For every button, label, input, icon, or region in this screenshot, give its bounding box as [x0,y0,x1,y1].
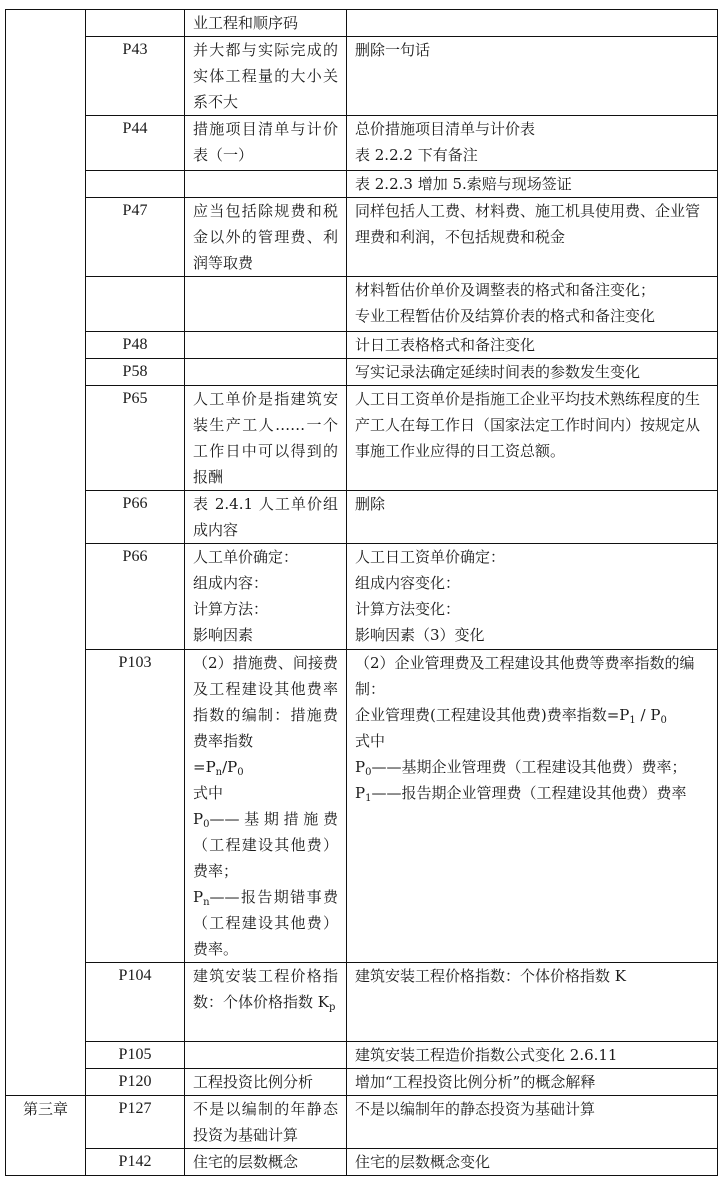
revised-text-line: 专业工程暂估价及结算价表的格式和备注变化 [355,307,656,325]
table-row [6,198,718,277]
revised-text-line: 建筑安装工程价格指数：个体价格指数 K [355,967,626,985]
revised-text-line: 不是以编制年的静态投资为基础计算 [355,1100,596,1118]
original-text-line: 并大都与实际完成的实体工程量的大小关系不大 [193,41,338,111]
revised-text-cell [347,10,718,37]
original-text-line: 计算方法： [193,600,269,618]
original-text-line: 人工单价确定： [193,548,299,566]
revised-text-cell [347,1042,718,1069]
original-text-line: 措施项目清单与计价表（一） [193,120,338,164]
revised-text-cell [347,544,718,650]
original-text-line: 组成内容： [193,574,269,592]
page-number-cell: P65 [86,386,185,491]
original-text-line: （2）措施费、间接费及工程建设其他费率指数的编制：措施费费率指数 [193,654,338,750]
original-text-cell [185,37,347,116]
revised-text-line: 建筑安装工程造价指数公式变化 2.6.11 [355,1046,618,1064]
revised-text-line: 人工日工资单价确定： [355,548,506,566]
revised-text-line: $P_0——$基期企业管理费（工程建设其他费）费率； [355,758,687,778]
page-number-cell: P105 [86,1042,185,1069]
revision-comparison-table [5,9,718,1176]
page-number-cell: P66 [86,491,185,544]
table-row [6,10,718,37]
table-row [6,277,718,332]
page-number-cell: P44 [86,116,185,171]
original-text-line: 工程投资比例分析 [193,1073,314,1091]
table-row [6,37,718,116]
original-text-line: 建筑安装工程价格指数：个体价格指数 $K_p$ [193,967,338,1013]
revised-text-line: 表 2.2.2 下有备注 [355,146,478,164]
revised-text-line: 增加“工程投资比例分析”的概念解释 [355,1073,596,1091]
original-text-line: 不是以编制的年静态投资为基础计算 [193,1100,338,1144]
revised-text-cell [347,116,718,171]
revised-text-line: 删除 [355,495,386,513]
original-text-cell [185,963,347,1042]
table-row [6,332,718,359]
original-text-cell [185,10,347,37]
revised-text-cell [347,277,718,332]
original-text-line: 式中 [193,784,224,802]
original-text-line: 住宅的层数概念 [193,1153,299,1171]
table-row [6,1096,718,1149]
original-text-cell [185,332,347,359]
revised-text-line: 计算方法变化： [355,600,461,618]
revised-text-line: 总价措施项目清单与计价表 [355,120,536,138]
original-text-line: 表 2.4.1 人工单价组成内容 [193,495,338,539]
revised-text-line: 写实记录法确定延续时间表的参数发生变化 [355,363,641,381]
page-number-cell: P120 [86,1069,185,1096]
table-row [6,1149,718,1176]
revised-text-cell [347,171,718,198]
revised-text-line: $P_1——$报告期企业管理费（工程建设其他费）费率 [355,784,687,804]
original-text-line: 人工单价是指建筑安装生产工人……一个工作日中可以得到的报酬 [193,390,338,486]
page-number-cell: P47 [86,198,185,277]
original-text-cell [185,544,347,650]
table-row [6,171,718,198]
original-text-cell [185,171,347,198]
original-text-line: $P_n——$报告期错事费（工程建设其他费）费率。 [193,888,338,958]
table-row [6,544,718,650]
revised-text-line: 材料暂估价单价及调整表的格式和备注变化； [355,281,656,299]
revised-text-line: 同样包括人工费、材料费、施工机具使用费、企业管理费和利润，不包括规费和税金 [355,202,701,246]
page-number-cell: P142 [86,1149,185,1176]
original-text-cell [185,359,347,386]
revised-text-cell [347,332,718,359]
revised-text-cell [347,198,718,277]
chapter-cell [6,10,86,1096]
page-number-cell [86,171,185,198]
revised-text-line: （2）企业管理费及工程建设其他费等费率指数的编制： [355,654,695,698]
original-text-line: $=P_n/P_0$ [193,758,244,778]
original-text-cell [185,1149,347,1176]
table-row [6,359,718,386]
table-row [6,386,718,491]
original-text-cell [185,277,347,332]
table-row [6,1042,718,1069]
revised-text-cell [347,963,718,1042]
revised-text-cell [347,359,718,386]
original-text-cell [185,1042,347,1069]
original-text-cell [185,116,347,171]
revised-text-cell [347,1096,718,1149]
table-row [6,650,718,963]
original-text-line: 业工程和顺序码 [193,14,299,32]
table-row [6,116,718,171]
original-text-line: 影响因素 [193,626,254,644]
revised-text-cell [347,386,718,491]
revised-text-line: 组成内容变化： [355,574,461,592]
revised-text-cell [347,1069,718,1096]
original-text-cell [185,491,347,544]
page-number-cell: P127 [86,1096,185,1149]
original-text-cell [185,650,347,963]
revised-text-cell [347,650,718,963]
revised-text-line: 计日工表格格式和备注变化 [355,336,536,354]
revised-text-line: 式中 [355,732,386,750]
table-row [6,963,718,1042]
revised-text-line: 删除一句话 [355,41,431,59]
revised-text-line: 表 2.2.3 增加 5.索赔与现场签证 [355,175,572,193]
page-number-cell: P58 [86,359,185,386]
page-number-cell: P43 [86,37,185,116]
original-text-cell [185,1096,347,1149]
revised-text-cell [347,1149,718,1176]
page-number-cell [86,277,185,332]
revised-text-line: 企业管理费(工程建设其他费)费率指数$=P_1 / P_0$ [355,706,667,726]
page-number-cell: P66 [86,544,185,650]
original-text-cell [185,1069,347,1096]
revised-text-cell [347,37,718,116]
original-text-cell [185,198,347,277]
table-row [6,1069,718,1096]
table-row [6,491,718,544]
original-text-line: 应当包括除规费和税金以外的管理费、利润等取费 [193,202,338,272]
page-number-cell: P48 [86,332,185,359]
revised-text-cell [347,491,718,544]
page-number-cell: P104 [86,963,185,1042]
chapter-cell: 第三章 [6,1096,86,1176]
revised-text-line: 住宅的层数概念变化 [355,1153,491,1171]
original-text-cell [185,386,347,491]
page-number-cell [86,10,185,37]
original-text-line: $P_0——$基期措施费（工程建设其他费）费率； [193,810,338,880]
page-number-cell: P103 [86,650,185,963]
revised-text-line: 影响因素（3）变化 [355,626,485,644]
revised-text-line: 人工日工资单价是指施工企业平均技术熟练程度的生产工人在每工作日（国家法定工作时间内）按规定从事施工作业应得的日工资总额。 [355,390,701,460]
